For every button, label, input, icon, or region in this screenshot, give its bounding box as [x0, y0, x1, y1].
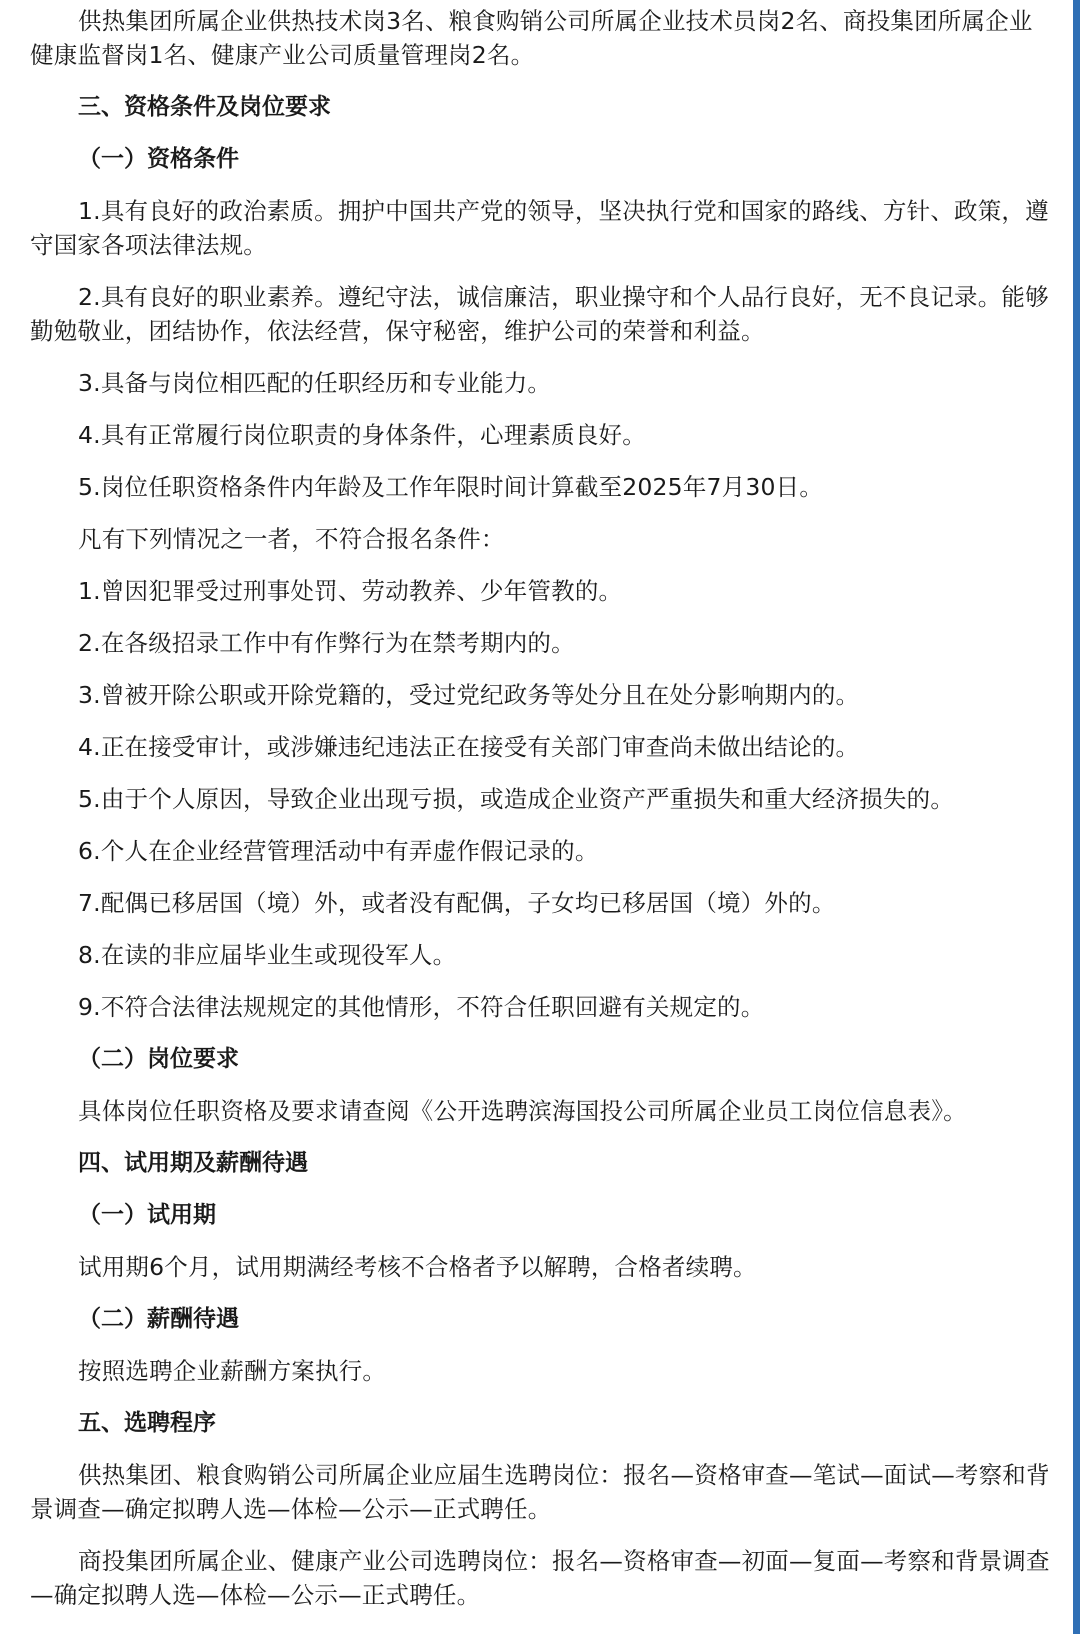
exclusion-item-7: 7.配偶已移居国（境）外，或者没有配偶，子女均已移居国（境）外的。 — [78, 889, 836, 917]
exclusion-item-6: 6.个人在企业经营管理活动中有弄虚作假记录的。 — [78, 837, 599, 865]
subheading-qualification-conditions: （一）资格条件 — [78, 146, 239, 172]
position-requirements-text: 具体岗位任职资格及要求请查阅《公开选聘滨海国投公司所属企业员工岗位信息表》。 — [78, 1097, 967, 1125]
exclusion-item-4: 4.正在接受审计，或涉嫌违纪违法正在接受有关部门审查尚未做出结论的。 — [78, 733, 860, 761]
exclusion-item-1: 1.曾因犯罪受过刑事处罚、劳动教养、少年管教的。 — [78, 577, 623, 605]
exclusion-item-3: 3.曾被开除公职或开除党籍的，受过党纪政务等处分且在处分影响期内的。 — [78, 681, 860, 709]
section-heading-probation-salary: 四、试用期及薪酬待遇 — [78, 1150, 308, 1176]
article-body — [30, 0, 1052, 1612]
exclusion-item-9: 9.不符合法律法规规定的其他情形，不符合任职回避有关规定的。 — [78, 993, 765, 1021]
procedure-text-2: 商投集团所属企业、健康产业公司选聘岗位：报名—资格审查—初面—复面—考察和背景调查—确定拟聘人选—体检—公示—正式聘任。 — [30, 1547, 1050, 1609]
section-heading-procedure: 五、选聘程序 — [78, 1410, 216, 1436]
subheading-position-requirements: （二）岗位要求 — [78, 1046, 239, 1072]
qualification-item-5: 5.岗位任职资格条件内年龄及工作年限时间计算截至2025年7月30日。 — [78, 473, 824, 501]
qualification-item-3: 3.具备与岗位相匹配的任职经历和专业能力。 — [78, 369, 552, 397]
probation-text: 试用期6个月，试用期满经考核不合格者予以解聘，合格者续聘。 — [78, 1253, 757, 1281]
exclusion-item-8: 8.在读的非应届毕业生或现役军人。 — [78, 941, 457, 969]
salary-text: 按照选聘企业薪酬方案执行。 — [78, 1357, 387, 1385]
subheading-salary: （二）薪酬待遇 — [78, 1306, 239, 1332]
qualification-item-1: 1.具有良好的政治素质。拥护中国共产党的领导，坚决执行党和国家的路线、方针、政策，遵守国家各项法律法规。 — [30, 197, 1049, 259]
qualification-item-4: 4.具有正常履行岗位职责的身体条件，心理素质良好。 — [78, 421, 646, 449]
exclusion-intro: 凡有下列情况之一者，不符合报名条件： — [78, 525, 505, 553]
page-edge-bar — [1073, 0, 1080, 1634]
paragraph-positions: 供热集团所属企业供热技术岗3名、粮食购销公司所属企业技术员岗2名、商投集团所属企业健康监督岗1名、健康产业公司质量管理岗2名。 — [30, 7, 1033, 69]
exclusion-item-5: 5.由于个人原因，导致企业出现亏损，或造成企业资产严重损失和重大经济损失的。 — [78, 785, 955, 813]
exclusion-item-2: 2.在各级招录工作中有作弊行为在禁考期内的。 — [78, 629, 575, 657]
procedure-text-1: 供热集团、粮食购销公司所属企业应届生选聘岗位：报名—资格审查—笔试—面试—考察和背景调查—确定拟聘人选—体检—公示—正式聘任。 — [30, 1461, 1050, 1523]
qualification-item-2: 2.具有良好的职业素养。遵纪守法，诚信廉洁，职业操守和个人品行良好，无不良记录。能够勤勉敬业，团结协作，依法经营，保守秘密，维护公司的荣誉和利益。 — [30, 283, 1049, 345]
section-heading-qualifications: 三、资格条件及岗位要求 — [78, 94, 331, 120]
subheading-probation: （一）试用期 — [78, 1202, 216, 1228]
